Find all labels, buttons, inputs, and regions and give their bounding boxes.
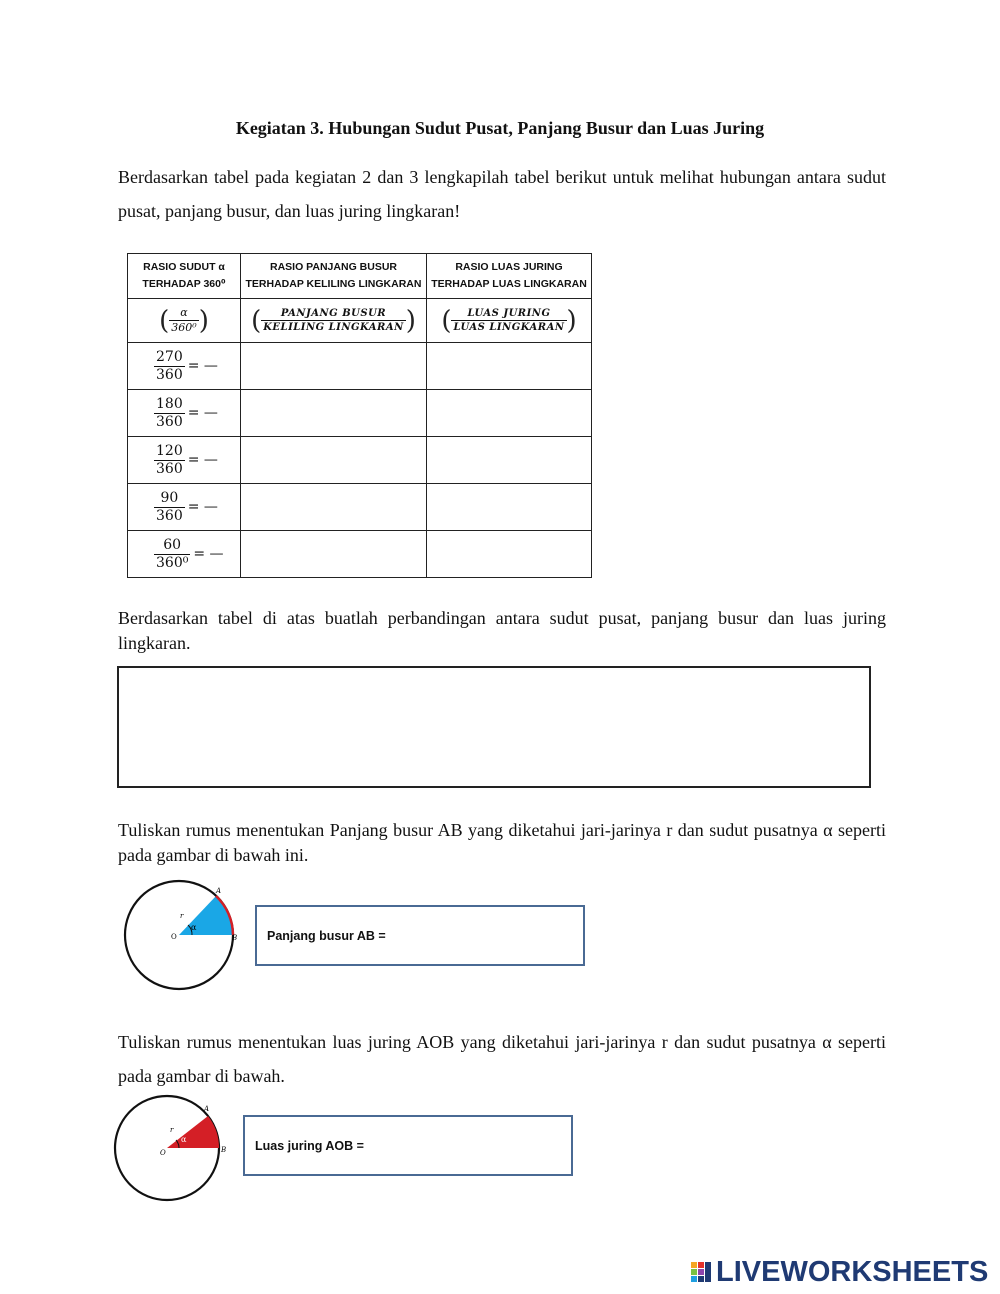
- label-r: r: [170, 1126, 174, 1134]
- ratio-numerator: 270: [156, 348, 183, 365]
- ratio-table: [127, 253, 592, 578]
- header-line: RASIO LUAS JURING: [455, 261, 563, 273]
- label-r: r: [180, 912, 184, 920]
- table-row: [128, 437, 592, 484]
- label-o: O: [171, 933, 177, 941]
- label-alpha: α: [181, 1135, 187, 1144]
- formula-denominator: 360⁰: [171, 321, 197, 334]
- label-a: A: [204, 1105, 210, 1113]
- angle-ratio-cell: [128, 484, 241, 531]
- header-area-ratio: [427, 254, 592, 299]
- label-b: B: [221, 1146, 226, 1154]
- logo-text: LIVEWORKSHEETS: [716, 1256, 989, 1288]
- label-b: B: [232, 934, 238, 942]
- liveworksheets-logo[interactable]: [690, 1256, 988, 1289]
- arc-answer-cell[interactable]: [241, 484, 427, 531]
- area-answer-cell[interactable]: [427, 390, 592, 437]
- formula-numerator: α: [180, 306, 188, 319]
- table-row: [128, 531, 592, 578]
- label-o: O: [160, 1149, 166, 1157]
- header-line: TERHADAP LUAS LINGKARAN: [431, 278, 587, 290]
- table-header-row: [128, 254, 592, 299]
- label-a: A: [216, 887, 222, 895]
- arc-answer-cell[interactable]: [241, 437, 427, 484]
- arc-answer-cell[interactable]: [241, 390, 427, 437]
- equals-blank: = —: [193, 546, 224, 562]
- header-line: RASIO PANJANG BUSUR: [270, 261, 397, 273]
- logo-blocks-icon: [690, 1260, 716, 1286]
- formula-arc: ( $\frac{\text{PANJANG BUSUR}}{\text{KELILING LINGKARAN}}$ ): [241, 299, 427, 343]
- arc-answer-cell[interactable]: [241, 343, 427, 390]
- area-answer-cell[interactable]: [427, 437, 592, 484]
- formula-angle: ( $\frac{\alpha}{\text{360⁰}}$ ): [128, 299, 241, 343]
- sector-area-label: Luas juring AOB =: [255, 1138, 364, 1153]
- sector-area-answer-box[interactable]: [243, 1115, 573, 1176]
- header-arc-ratio: [241, 254, 427, 299]
- label-alpha: α: [191, 923, 197, 932]
- ratio-numerator: 120: [156, 442, 183, 459]
- equals-blank: = —: [187, 405, 218, 421]
- ratio-denominator: 360: [156, 413, 183, 430]
- arc-length-answer-box[interactable]: [255, 905, 585, 966]
- equals-blank: = —: [187, 499, 218, 515]
- ratio-numerator: 180: [156, 395, 183, 412]
- arc-prompt: Tuliskan rumus menentukan Panjang busur AB yang diketahui jari-jarinya r dan sudut pusatnya α seperti pada gambar di bawah ini.: [118, 820, 886, 865]
- comparison-answer-box[interactable]: [117, 666, 871, 788]
- angle-ratio-cell: [128, 531, 241, 578]
- table-row: [128, 390, 592, 437]
- angle-ratio-cell: [128, 437, 241, 484]
- arc-length-diagram: [118, 878, 250, 994]
- area-answer-cell[interactable]: [427, 343, 592, 390]
- ratio-denominator: 360: [156, 507, 183, 524]
- ratio-numerator: 90: [160, 489, 179, 506]
- arc-length-label: Panjang busur AB =: [267, 928, 386, 943]
- intro-paragraph: Berdasarkan tabel pada kegiatan 2 dan 3 lengkapilah tabel berikut untuk melihat hubungan antara sudut pusat, panjang busur, dan luas juring lingkaran!: [118, 167, 886, 221]
- formula-area: ( $\frac{\text{LUAS JURING}}{\text{LUAS LINGKARAN}}$ ): [427, 299, 592, 343]
- header-line: RASIO SUDUT α: [143, 261, 225, 273]
- formula-denominator: KELILING LINGKARAN: [263, 322, 404, 333]
- ratio-numerator: 60: [163, 536, 182, 553]
- ratio-denominator: 360⁰: [156, 554, 189, 571]
- table-formula-row: [128, 299, 592, 343]
- arc-answer-cell[interactable]: [241, 531, 427, 578]
- formula-denominator: LUAS LINGKARAN: [453, 322, 565, 333]
- angle-ratio-cell: [128, 390, 241, 437]
- angle-ratio-cell: [128, 343, 241, 390]
- header-line: TERHADAP 360⁰: [142, 278, 226, 290]
- header-line: TERHADAP KELILING LINGKARAN: [245, 278, 422, 290]
- header-angle-ratio: [128, 254, 241, 299]
- table-row: [128, 343, 592, 390]
- area-answer-cell[interactable]: [427, 531, 592, 578]
- sector-area-diagram: [108, 1092, 226, 1204]
- comparison-prompt: Berdasarkan tabel di atas buatlah perbandingan antara sudut pusat, panjang busur dan luas juring lingkaran.: [118, 608, 886, 653]
- sector-prompt: Tuliskan rumus menentukan luas juring AOB yang diketahui jari-jarinya r dan sudut pusatnya α seperti pada gambar di bawah.: [118, 1032, 886, 1086]
- area-answer-cell[interactable]: [427, 484, 592, 531]
- table-row: [128, 484, 592, 531]
- formula-numerator: PANJANG BUSUR: [280, 308, 387, 319]
- page-title: Kegiatan 3. Hubungan Sudut Pusat, Panjang Busur dan Luas Juring: [235, 118, 765, 138]
- formula-numerator: LUAS JURING: [467, 308, 551, 319]
- ratio-denominator: 360: [156, 460, 183, 477]
- equals-blank: = —: [187, 358, 218, 374]
- ratio-denominator: 360: [156, 366, 183, 383]
- equals-blank: = —: [187, 452, 218, 468]
